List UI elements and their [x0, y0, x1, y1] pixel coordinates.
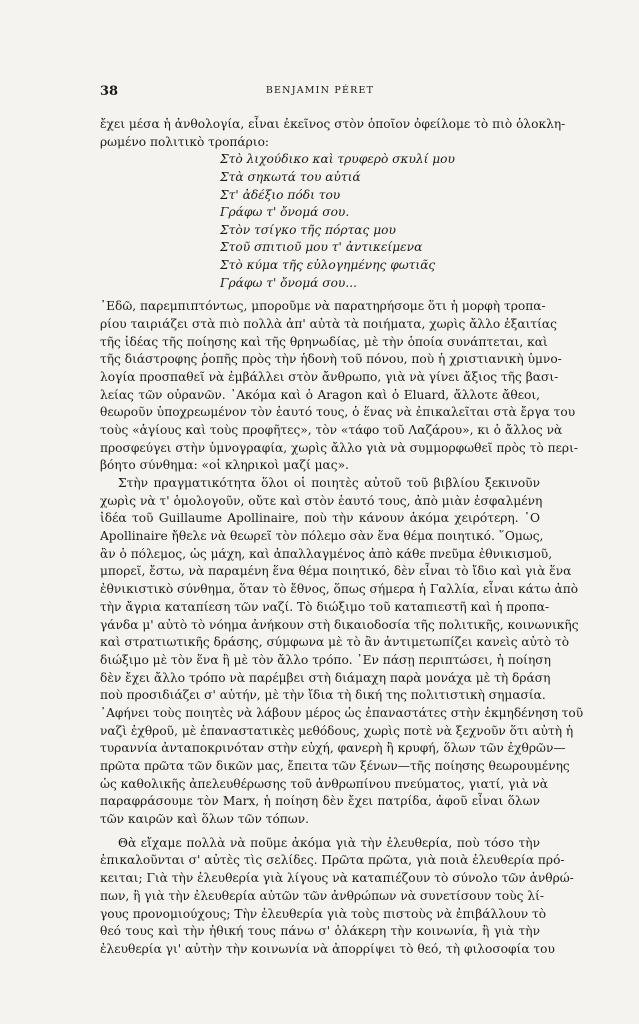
poem-line: Στὸ λιχούδικο καὶ τρυφερὸ σκυλί μου: [220, 152, 455, 167]
text-line: Apollinaire ἤθελε νὰ θεωρεῖ τὸν πόλεμο σὰν ἕνα θέμα ποιητικό. ῞Ομως,: [100, 529, 544, 544]
text-line: ἐθνικιστικὸ σύνθημα, ὅταν τὸ ἔθνος, ὅπως σήμερα ἡ Γαλλία, εἶναι κάτω ἀπὸ: [100, 582, 579, 597]
text-line: διώξιμο μὲ τὸν ἕνα ἢ μὲ τὸν ἄλλο τρόπο. ᾿Εν πάσῃ περιπτώσει, ἡ ποίηση: [100, 652, 551, 667]
poem-line: Στὰ σηκωτά του αὐτιά: [220, 169, 361, 184]
running-head: BENJAMIN PÉRET: [265, 85, 375, 96]
text-line: ᾿Εδῶ, παρεμπιπτόντως, μποροῦμε νὰ παρατηρήσομε ὅτι ἡ μορφὴ τροπα-: [100, 299, 546, 314]
text-line: λείας τῶν οὐρανῶν. ᾿Ακόμα καὶ ὁ Aragon καὶ ὁ Eluard, ἄλλοτε ἄθεοι,: [100, 387, 540, 402]
text-line: ἂν ὁ πόλεμος, ὡς μάχη, καὶ ἀπαλλαγμένος ἀπὸ κάθε πνεῦμα ἐθνικισμοῦ,: [100, 546, 553, 561]
intro-paragraph: [100, 116, 566, 151]
text-line: Στὴν πραγματικότητα ὅλοι οἱ ποιητὲς αὐτοῦ τοῦ βιβλίου ξεκινοῦν: [118, 476, 540, 490]
text-line: χωρὶς νὰ τ' ὁμολογοῦν, οὔτε καὶ στὸν ἑαυτό τους, ἀπὸ μιὰν ἐσφαλμένη: [100, 493, 543, 508]
text-line: τοὺς «ἁγίους καὶ τοὺς προφῆτες», τὸν «τάφο τοῦ Λαζάρου», κι ὁ ἄλλος νὰ: [100, 422, 563, 437]
page-header: [100, 84, 540, 100]
text-line: δὲν ἔχει ἄλλο τρόπο νὰ παρέμβει στὴ διάμαχη παρὰ μονάχα μὲ τὴ δράση: [100, 670, 551, 685]
page-number: 38: [100, 84, 119, 99]
text-line: γάνδα μ' αὐτὸ τὸ νόημα ἀνήκουν στὴ δικαιοδοσία τῆς πολιτικῆς, κοινωνικῆς: [100, 617, 579, 632]
text-line: ρίου ταιριάζει στὰ πιὸ πολλὰ ἀπ' αὐτὰ τὰ ποιήματα, χωρὶς ἄλλο ἐξαιτίας: [100, 316, 557, 331]
text-line: τὴν ἄγρια καταπίεση τῶν ναζί. Τὸ διώξιμο τοῦ καταπιεστῆ καὶ ἡ προπα-: [100, 599, 550, 614]
text-line: πρῶτα πρῶτα τῶν δικῶν μας, ἔπειτα τῶν ξένων—τῆς ποίησης θεωρουμένης: [100, 759, 570, 773]
text-line: ρωμένο πολιτικὸ τροπάριο:: [100, 134, 270, 149]
body-text: [100, 116, 584, 959]
poem-block: [100, 151, 540, 292]
text-line: γους προνομιούχους; Τὴν ἐλευθερία γιὰ τοὺς πιστοὺς νὰ ἐπιβάλλουν τὸ: [100, 906, 547, 921]
paragraph-2: [100, 475, 584, 829]
text-line: ἐλευθερία γι' αὐτὴν τὴν κοινωνία νὰ ἀπορρίψει τὸ θεό, τὴ φιλοσοφία του: [100, 941, 555, 956]
poem-line: Στὸ κύμα τῆς εὐλογημένης φωτιᾶς: [220, 257, 436, 272]
text-line: ποὺ προσιδιάζει σ' αὐτήν, μὲ τὴν ἴδια τὴ δική της πολιτιστικὴ σημασία.: [100, 688, 546, 703]
poem-line: Στοῦ σπιτιοῦ μου τ' ἀντικείμενα: [220, 240, 423, 255]
text-line: λογία προσπαθεῖ νὰ ἐμβάλλει στὸν ἄνθρωπο, γιὰ νὰ γίνει ἄξιος τῆς βασι-: [100, 369, 559, 384]
poem-line: Στ' ἀδέξιο πόδι του: [220, 187, 341, 202]
text-line: ᾿Αφήνει τοὺς ποιητὲς νὰ λάβουν μέρος ὡς ἐπαναστάτες στὴν ἐκμηδένηση τοῦ: [100, 705, 584, 720]
text-line: ἔχει μέσα ἡ ἀνθολογία, εἶναι ἐκεῖνος στὸν ὁποῖον ὀφείλομε τὸ πιὸ ὁλοκλη-: [100, 117, 566, 131]
text-line: θεωροῦν ὑποχρεωμένον τὸν ἑαυτό τους, ὁ ἕνας νὰ ἐπικαλεῖται στὰ ἔργα του: [100, 405, 576, 420]
text-line: ἰδέα τοῦ Guillaume Apollinaire, ποὺ τὴν κάνουν ἀκόμα χειρότερη. ῾Ο: [100, 511, 540, 526]
text-line: μπορεῖ, ἔστω, νὰ παραμένη ἕνα θέμα ποιητικό, δὲν εἶναι τὸ ἴδιο καὶ γιὰ ἕνα: [100, 564, 572, 579]
text-line: ἐπικαλοῦνται σ' αὐτὲς τὶς σελίδες. Πρῶτα πρῶτα, γιὰ ποιὰ ἐλευθερία πρό-: [100, 853, 565, 868]
text-line: ναζὶ ἐχθροῦ, μὲ ἐπαναστατικὲς μεθόδους, χωρὶς ποτὲ νὰ ξεχνοῦν ὅτι αὐτὴ ἡ: [100, 723, 574, 738]
text-line: τῆς ἰδέας τῆς ποίησης καὶ τῆς θρηνωδίας, μὲ τὴν ὁποία συνάπτεται, καὶ: [100, 334, 548, 349]
text-line: τυραννία ἀνταποκρινόταν στὴν εὐχή, φανερὴ ἢ κρυφή, ὅλων τῶν ἐχθρῶν—: [100, 741, 566, 756]
paragraph-1: [100, 298, 578, 475]
text-line: Θὰ εἴχαμε πολλὰ νὰ ποῦμε ἀκόμα γιὰ τὴν ἐλευθερία, ποὺ τόσο τὴν: [118, 835, 540, 850]
text-line: ὡς καθολικῆς ἀπελευθέρωσης τοῦ ἀνθρωπίνου πνεύματος, γιατί, γιὰ νὰ: [100, 776, 548, 791]
text-line: καὶ στρατιωτικῆς δράσης, σύμφωνα μὲ τὸ ἂν ἀντιμετωπίζει κανεὶς αὐτὸ τὸ: [100, 635, 570, 650]
poem-line: Γράφω τ' ὄνομά σου.: [220, 205, 350, 220]
poem-line: Στὸν τσίγκο τῆς πόρτας μου: [220, 222, 396, 237]
poem-line: Γράφω τ' ὄνομά σου...: [220, 275, 357, 290]
text-line: βόητο σύνθημα: «οἱ κληρικοὶ μαζί μας».: [100, 458, 349, 473]
paragraph-3: [100, 835, 574, 959]
text-line: πων, ἢ γιὰ τὴν ἐλευθερία αὐτῶν τῶν ἀνθρώπων νὰ συνετίσουν τοὺς λί-: [100, 888, 544, 903]
text-line: προσφεύγει στὴν ὑμνογραφία, χωρὶς ἄλλο γιὰ νὰ συμμορφωθεῖ πρὸς τὸ περι-: [100, 440, 578, 455]
text-line: κειται; Γιὰ τὴν ἐλευθερία γιὰ λίγους νὰ καταπιέζουν τὸ σύνολο τῶν ἀνθρώ-: [100, 871, 574, 886]
text-line: τῆς διάστροφης ῥοπῆς πρὸς τὴν ἡδονὴ τοῦ πόνου, ποὺ ἡ χριστιανικὴ ὑμνο-: [100, 352, 562, 367]
text-line: παραφράσουμε τὸν Marx, ἡ ποίηση δὲν ἔχει πατρίδα, ἀφοῦ εἶναι ὅλων: [100, 794, 540, 809]
text-line: θεό τους καὶ τὴν ἠθική τους πάνω σ' ὁλάκερη τὴν κοινωνία, ἢ γιὰ τὴν: [100, 924, 540, 939]
text-line: τῶν καιρῶν καὶ ὅλων τῶν τόπων.: [100, 812, 310, 827]
